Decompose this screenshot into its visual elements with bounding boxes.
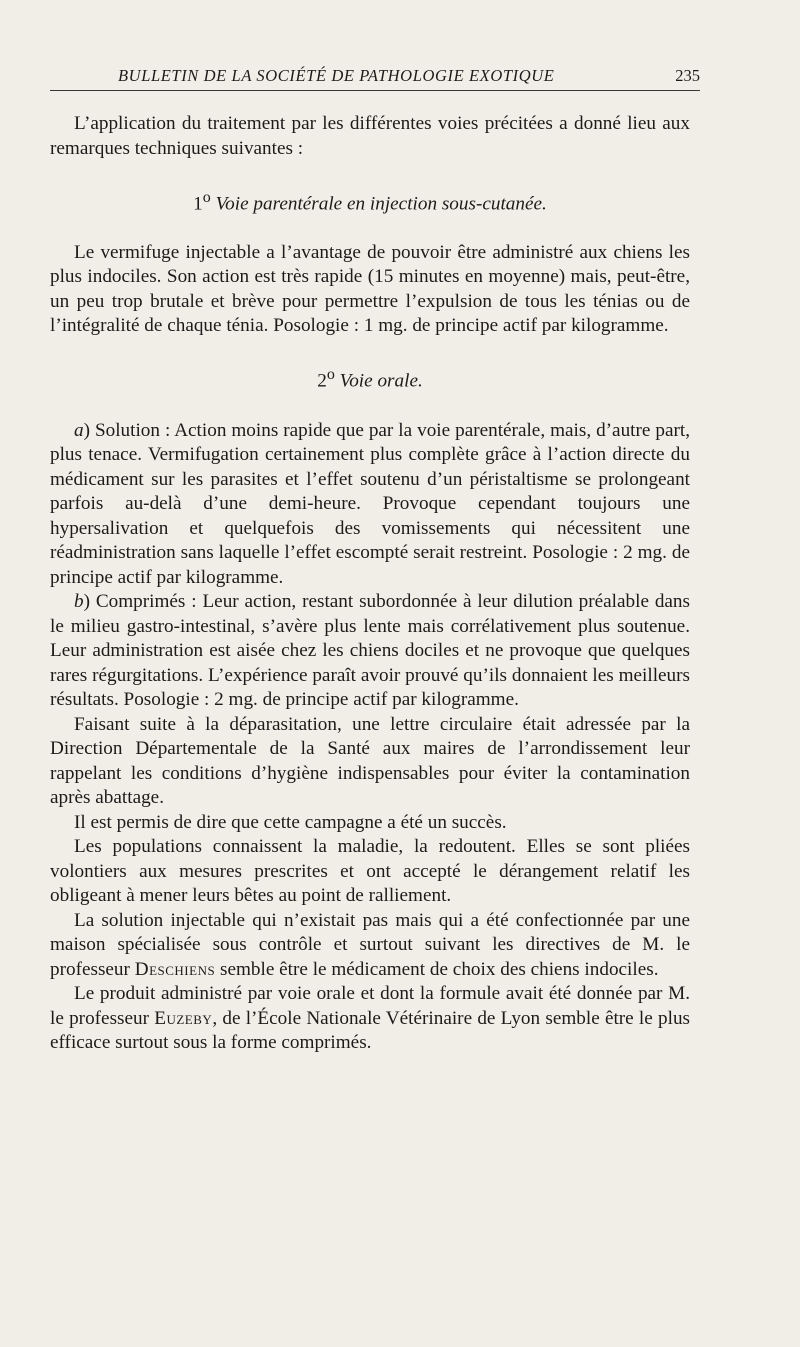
item-label: b [74,591,84,613]
paragraph-comprimes [50,590,690,713]
section-number-ordinal: o [326,366,335,384]
section-title: Voie orale. [339,370,423,392]
author-name: Deschiens [134,958,216,980]
spacer [50,339,690,364]
running-header [50,66,700,91]
paragraph-text: semble être le médicament de choix des chiens indociles. [215,958,659,980]
running-title: BULLETIN DE LA SOCIÉTÉ DE PATHOLOGIE EXOTIQUE [118,66,555,85]
paragraph-text: ) Solution : Action moins rapide que par la voie parentérale, mais, d’autre part, plus tenace. Vermifugation certainement plus complète grâce à l’action directe du médicament sur les parasites et l’effet soutenu d’un péristaltisme se prolongeant parfois au-delà d’une demi-heure. Provoque cependant toujours une hypersalivation et quelquefois des vomissements qui nécessitent une réadministration sans laquelle l’effet escompté serait restreint. Posologie : 2 mg. de principe actif par kilogramme. [50,419,690,588]
paragraph-succes: Il est permis de dire que cette campagne a été un succès. [74,811,507,833]
section-heading-orale [50,363,690,394]
page-number: 235 [675,66,700,85]
paragraph-parenteral: Le vermifuge injectable a l’avantage de pouvoir être administré aux chiens les plus indociles. Son action est très rapide (15 minutes en moyenne) mais, peut-être, un peu trop brutale et brève pour permettre l’expulsion de tous les ténias ou de l’intégralité de chaque ténia. Posologie : 1 mg. de principe actif par kilogramme. [50,241,690,337]
paragraph-text: , de l’École Nationale Vétérinaire de Lyon semble être le plus efficace surtout sous la forme comprimés. [50,1007,691,1054]
author-name: Euzeby [154,1007,213,1029]
section-number-ordinal: o [202,188,211,206]
spacer [50,161,690,186]
section-title: Voie parentérale en injection sous-cutanée. [215,192,547,214]
paragraph-produit-oral [50,982,690,1056]
paragraph-populations: Les populations connaissent la maladie, la redoutent. Elles se sont pliées volontiers aux mesures prescrites et ont accepté le dérangement relatif les obligeant à mener leurs bêtes au point de ralliement. [50,836,690,907]
spacer [50,394,690,419]
paragraph-text: La solution injectable qui n’existait pas mais qui a été confectionnée par une maison spécialisée sous contrôle et surtout suivant les directives de M. le professeur [50,909,690,980]
paragraph-text: Le produit administré par voie orale et dont la formule avait été donnée par M. le professeur [50,983,690,1029]
paragraph-deparasitation: Faisant suite à la déparasitation, une lettre circulaire était adressée par la Direction Départementale de la Santé aux maires de l’arrondissement leur rappelant les conditions d’hygiène indispensables pour éviter la contamination après abattage. [50,713,690,809]
section-number: 1 [193,192,203,214]
paragraph-solution [50,419,690,591]
section-heading-parenteral [50,186,690,217]
article-body [50,112,690,1056]
section-number: 2 [317,370,327,392]
paragraph-solution-injectable [50,909,690,983]
spacer [50,216,690,241]
item-label: a [74,419,84,441]
paragraph-text: ) Comprimés : Leur action, restant subordonnée à leur dilution préalable dans le milieu gastro-intestinal, s’avère plus lente mais corrélativement plus soutenue. Leur administration est aisée chez les chiens dociles et ne provoque que quelques rares régurgitations. L’expérience paraît avoir prouvé qu’ils donnaient les meilleurs résultats. Posologie : 2 mg. de principe actif par kilogramme. [50,591,690,711]
intro-paragraph: L’application du traitement par les différentes voies précitées a donné lieu aux remarques techniques suivantes : [50,113,690,159]
